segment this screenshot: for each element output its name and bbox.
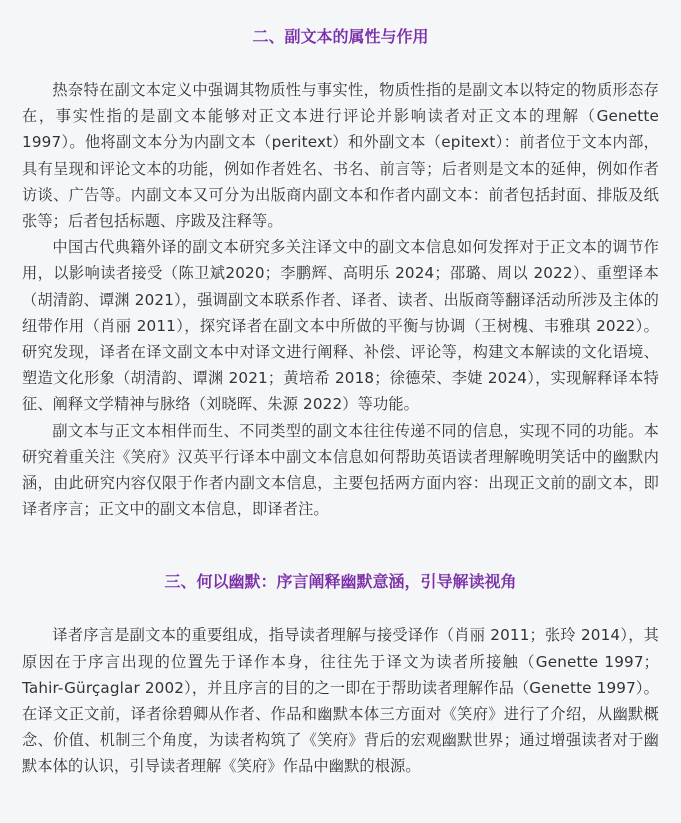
section-2-paragraph-2: 中国古代典籍外译的副文本研究多关注译文中的副文本信息如何发挥对于正文本的调节作用，以影响读者接受（陈卫斌2020；李鹏辉、高明乐 2024；邵璐、周以 2022）、重塑译本（胡清韵、谭渊 2021），强调副文本联系作者、译者、读者、出版商等翻译活动所涉及主体的纽带作用（肖丽 2011），探究译者在副文本中所做的平衡与协调（王树槐、韦雅琪 2022）。研究发现，译者在译文副文本中对译文进行阐释、补偿、评论等，构建文本解读的文化语境、塑造文化形象（胡清韵、谭渊 2021；黄培希 2018；徐德荣、李婕 2024），实现解释译本特征、阐释文学精神与脉络（刘晓晖、朱源 2022）等功能。 — [22, 238, 659, 414]
section-2-paragraph-3: 副文本与正文本相伴而生、不同类型的副文本往往传递不同的信息，实现不同的功能。本研究着重关注《笑府》汉英平行译本中副文本信息如何帮助英语读者理解晚明笑话中的幽默内涵，由此研究内容仅限于作者内副文本信息，主要包括两方面内容：出现正文前的副文本，即译者序言；正文中的副文本信息，即译者注。 — [22, 421, 659, 519]
section-3-paragraph-1: 译者序言是副文本的重要组成，指导读者理解与接受译作（肖丽 2011；张玲 2014），其原因在于序言出现的位置先于译作本身，往往先于译文为读者所接触（Genette 1997；Tahir-Gürçaglar 2002），并且序言的目的之一即在于帮助读者理解作品（Genette 1997）。在译文正文前，译者徐碧卿从作者、作品和幽默本体三方面对《笑府》进行了介绍，从幽默概念、价值、机制三个角度，为读者构筑了《笑府》背后的宏观幽默世界；通过增强读者对于幽默本体的认识，引导读者理解《笑府》作品中幽默的根源。 — [22, 626, 659, 776]
section-2-paragraph-1: 热奈特在副文本定义中强调其物质性与事实性，物质性指的是副文本以特定的物质形态存在，事实性指的是副文本能够对正文本进行评论并影响读者对正文本的理解（Genette 1997）。他将副文本分为内副文本（peritext）和外副文本（epitext）：前者位于文本内部，具有呈现和评论文本的功能，例如作者姓名、书名、前言等；后者则是文本的延伸，例如作者访谈、广告等。内副文本又可分为出版商内副文本和作者内副文本：前者包括封面、排版及纸张等；后者包括标题、序跋及注释等。 — [22, 81, 659, 231]
section-3-heading: 三、何以幽默：序言阐释幽默意涵，引导解读视角 — [164, 572, 517, 592]
section-2-heading: 二、副文本的属性与作用 — [252, 27, 429, 46]
